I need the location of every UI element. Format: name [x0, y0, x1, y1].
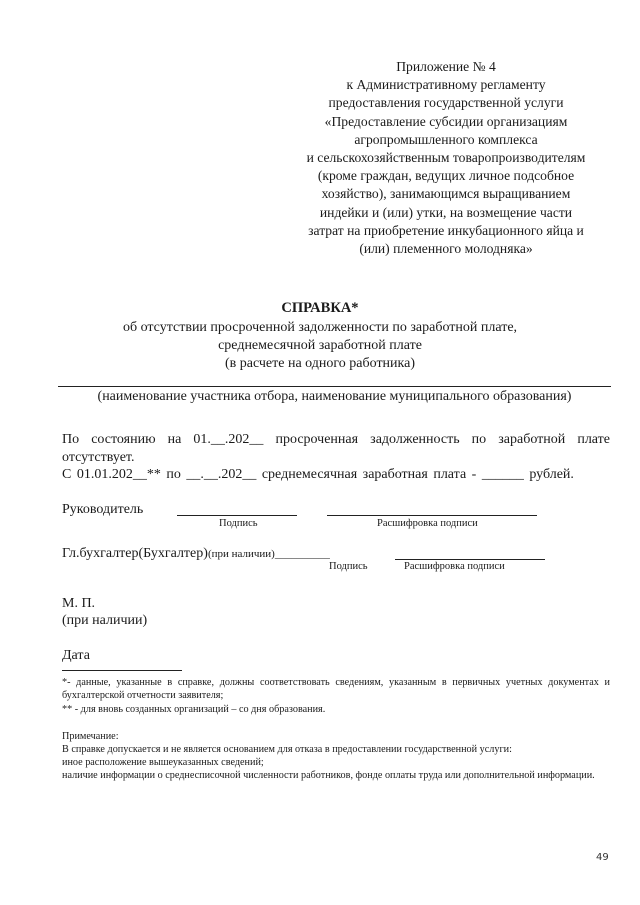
head-label: Руководитель — [62, 502, 144, 517]
accountant-decoding-caption: Расшифровка подписи — [404, 561, 505, 572]
footnote-2: ** - для вновь созданных организаций – со дня образования. — [62, 704, 326, 715]
salary-paragraph: С 01.01.202__** по __.__.202__ среднемесячная заработная плата - ______ рублей. — [62, 467, 574, 482]
note-line-2: иное расположение вышеуказанных сведений; — [62, 757, 264, 768]
subtitle-line: (в расчете на одного работника) — [224, 356, 416, 371]
accountant-decoding-line — [395, 559, 545, 560]
subtitle-line: об отсутствии просроченной задолженности по заработной плате, — [122, 320, 518, 335]
appendix-line: затрат на приобретение инкубационного яйца и — [308, 222, 584, 238]
head-decoding-line — [327, 515, 537, 516]
footnote-separator — [62, 670, 182, 671]
accountant-signature-caption: Подпись — [329, 561, 368, 572]
page-number: 49 — [596, 852, 609, 863]
date-label: Дата — [62, 648, 90, 663]
appendix-line: индейки и (или) утки, на возмещение части — [319, 204, 573, 220]
document-subtitle — [0, 319, 640, 373]
seal-note: (при наличии) — [62, 613, 148, 628]
head-signature-line — [177, 515, 297, 516]
appendix-line: (кроме граждан, ведущих личное подсобное — [317, 168, 575, 184]
footnote-1: *- данные, указанные в справке, должны соответствовать сведениям, указанным в первичных учетных документах и бухгалтерской отчетности заявителя; — [62, 677, 610, 701]
accountant-title: Гл.бухгалтер(Бухгалтер) — [62, 546, 208, 561]
appendix-line: к Административному регламенту — [346, 77, 546, 93]
note-heading: Примечание: — [62, 731, 119, 742]
appendix-header — [270, 58, 622, 258]
appendix-line: «Предоставление субсидии организациям — [324, 113, 568, 129]
note-line-1: В справке допускается и не является основанием для отказа в предоставлении государственной услуги: — [62, 744, 512, 755]
appendix-line: агропромышленного комплекса — [354, 131, 538, 147]
appendix-line: и сельскохозяйственным товаропроизводителям — [306, 150, 586, 166]
accountant-note: (при наличии)__________ — [207, 548, 330, 560]
name-caption: (наименование участника отбора, наименование муниципального образования) — [97, 389, 572, 404]
accountant-label — [62, 546, 330, 562]
debt-status-paragraph: По состоянию на 01.__.202__ просроченная задолженность по заработной плате отсутствует. — [62, 432, 610, 465]
subtitle-line: среднемесячной заработной плате — [218, 338, 422, 353]
name-fill-line — [58, 386, 611, 387]
seal-label: М. П. — [62, 596, 96, 611]
appendix-line: Приложение № 4 — [396, 59, 496, 74]
head-signature-caption: Подпись — [219, 518, 258, 529]
appendix-line: предоставления государственной услуги — [328, 95, 564, 111]
appendix-line: хозяйство), занимающимся выращиванием — [321, 186, 571, 202]
note-line-3: наличие информации о среднесписочной численности работников, фонде оплаты труда или дополнительной информации. — [62, 770, 595, 781]
document-title: СПРАВКА* — [281, 300, 359, 316]
head-decoding-caption: Расшифровка подписи — [377, 518, 478, 529]
appendix-line: (или) племенного молодняка» — [359, 241, 533, 257]
